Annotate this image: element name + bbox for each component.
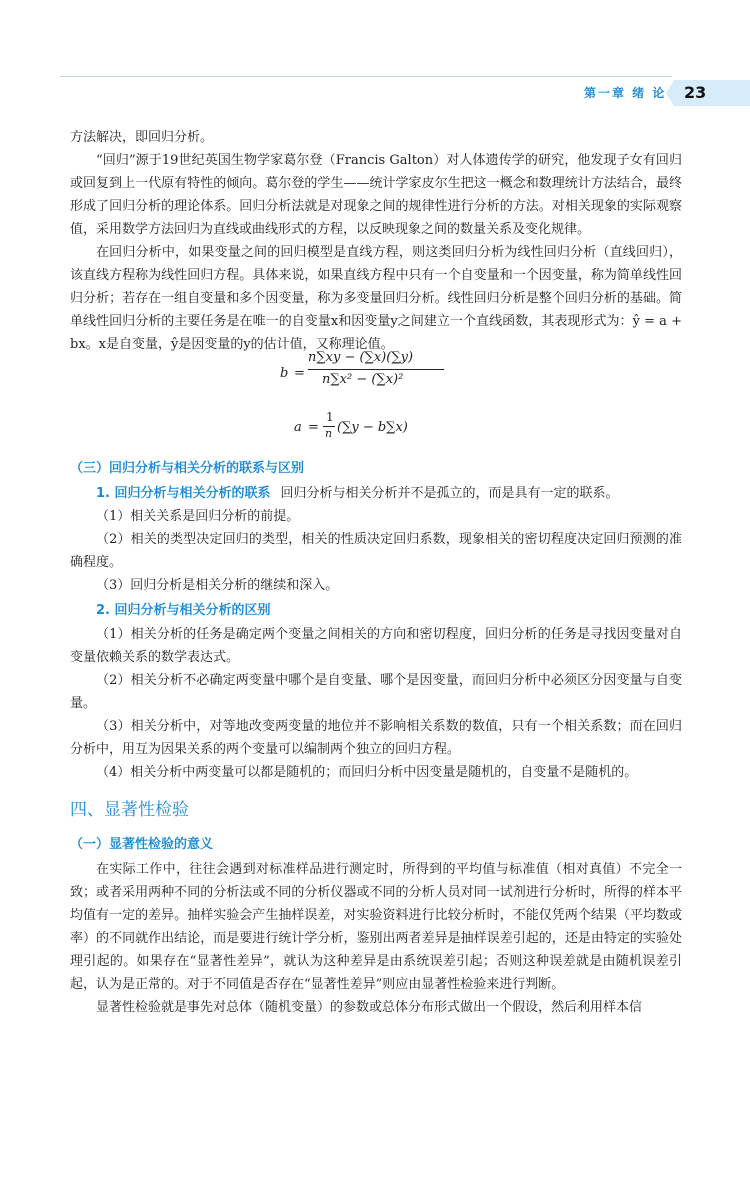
formula-b-denominator: n∑x² − (∑x)²: [322, 372, 404, 387]
list-item: （3）相关分析中，对等地改变两变量的地位并不影响相关系数的数值，只有一个相关系数；而在回归分析中，用互为因果关系的两个变量可以编制两个独立的回归方程。: [70, 719, 682, 757]
formula-equals: =: [294, 366, 305, 381]
subsection-title: 2. 回归分析与相关分析的区别: [96, 603, 271, 618]
list-item: （1）相关关系是回归分析的前提。: [96, 509, 300, 524]
list-item: （2）相关的类型决定回归的类型，相关的性质决定回归系数，现象相关的密切程度决定回归预测的准确程度。: [70, 532, 682, 570]
formula-equals: =: [308, 420, 319, 435]
formula-a-lhs: a: [294, 420, 302, 435]
paragraph: “回归”源于19世纪英国生物学家葛尔登（Francis Galton）对人体遗传学的研究，他发现子女有回归或回复到上一代原有特性的倾向。葛尔登的学生——统计学家皮尔生把这一概念和数理统计方法结合，最终形成了回归分析的理论体系。回归分析法就是对现象之间的规律性进行分析的方法。对相关现象的实际观察值，采用数学方法回归为直线或曲线形式的方程，以反映现象之间的数量关系及变化规律。: [70, 153, 682, 237]
page-number: 23: [684, 83, 707, 102]
running-header-chapter: 第一章 绪 论: [584, 86, 667, 100]
regression-formulas: [70, 350, 682, 452]
paragraph: 在回归分析中，如果变量之间的回归模型是直线方程，则这类回归分析为线性回归分析（直线回归），该直线方程称为线性回归方程。具体来说，如果直线方程中只有一个自变量和一个因变量，称为简单线性回归分析；若存在一组自变量和多个因变量，称为多变量回归分析。线性回归分析是整个回归分析的基础。简单线性回归分析的主要任务是在唯一的自变量x和因变量y之间建立一个直线函数，其表现形式为：ŷ = a + bx。x是自变量，ŷ是因变量的y的估计值，又称理论值。: [70, 245, 682, 352]
formula-a-n: n: [325, 427, 333, 440]
chapter-section-heading: 四、显著性检验: [70, 800, 189, 820]
paragraph: 显著性检验就是事先对总体（随机变量）的参数或总体分布形式做出一个假设，然后利用样本信: [96, 1000, 643, 1015]
fraction-bar: [308, 369, 444, 370]
section-heading: （三）回归分析与相关分析的联系与区别: [70, 461, 305, 476]
formula-b-numerator: n∑xy − (∑x)(∑y): [308, 350, 414, 365]
header-rule: [60, 76, 672, 77]
list-item: （4）相关分析中两变量可以都是随机的；而回归分析中因变量是随机的，自变量不是随机的。: [96, 765, 638, 780]
list-item: （3）回归分析是相关分析的继续和深入。: [96, 578, 339, 593]
page-tab-notch: [666, 80, 674, 106]
section-heading: （一）显著性检验的意义: [70, 837, 214, 852]
paragraph: 在实际工作中，往往会遇到对标准样品进行测定时，所得到的平均值与标准值（相对真值）不完全一致；或者采用两种不同的分析法或不同的分析仪器或不同的分析人员对同一试剂进行分析时，所得的样本平均值有一定的差异。抽样实验会产生抽样误差，对实验资料进行比较分析时，不能仅凭两个结果（平均数或率）的不同就作出结论，而是要进行统计学分析，鉴别出两者差异是抽样误差引起的，还是由特定的实验处理引起的。如果存在“显著性差异”，就认为这种差异是由系统误差引起；否则这种误差就是由随机误差引起，认为是正常的。对于不同值是否存在“显著性差异”则应由显著性检验来进行判断。: [70, 862, 682, 992]
formula-b-lhs: b: [280, 366, 289, 381]
list-item: （1）相关分析的任务是确定两个变量之间相关的方向和密切程度，回归分析的任务是寻找因变量对自变量依赖关系的数学表达式。: [70, 627, 682, 665]
formula-a-one: 1: [326, 410, 334, 424]
subsection-text: 回归分析与相关分析并不是孤立的，而是具有一定的联系。: [280, 486, 619, 501]
paragraph: 方法解决，即回归分析。: [70, 130, 214, 145]
page-body: [70, 126, 682, 1019]
paragraph: [70, 482, 682, 505]
subsection-title: 1. 回归分析与相关分析的联系: [96, 486, 271, 501]
formula-a-rest: (∑y − b∑x): [337, 420, 408, 435]
list-item: （2）相关分析不必确定两变量中哪个是自变量、哪个是因变量，而回归分析中必须区分因变量与自变量。: [70, 673, 682, 711]
